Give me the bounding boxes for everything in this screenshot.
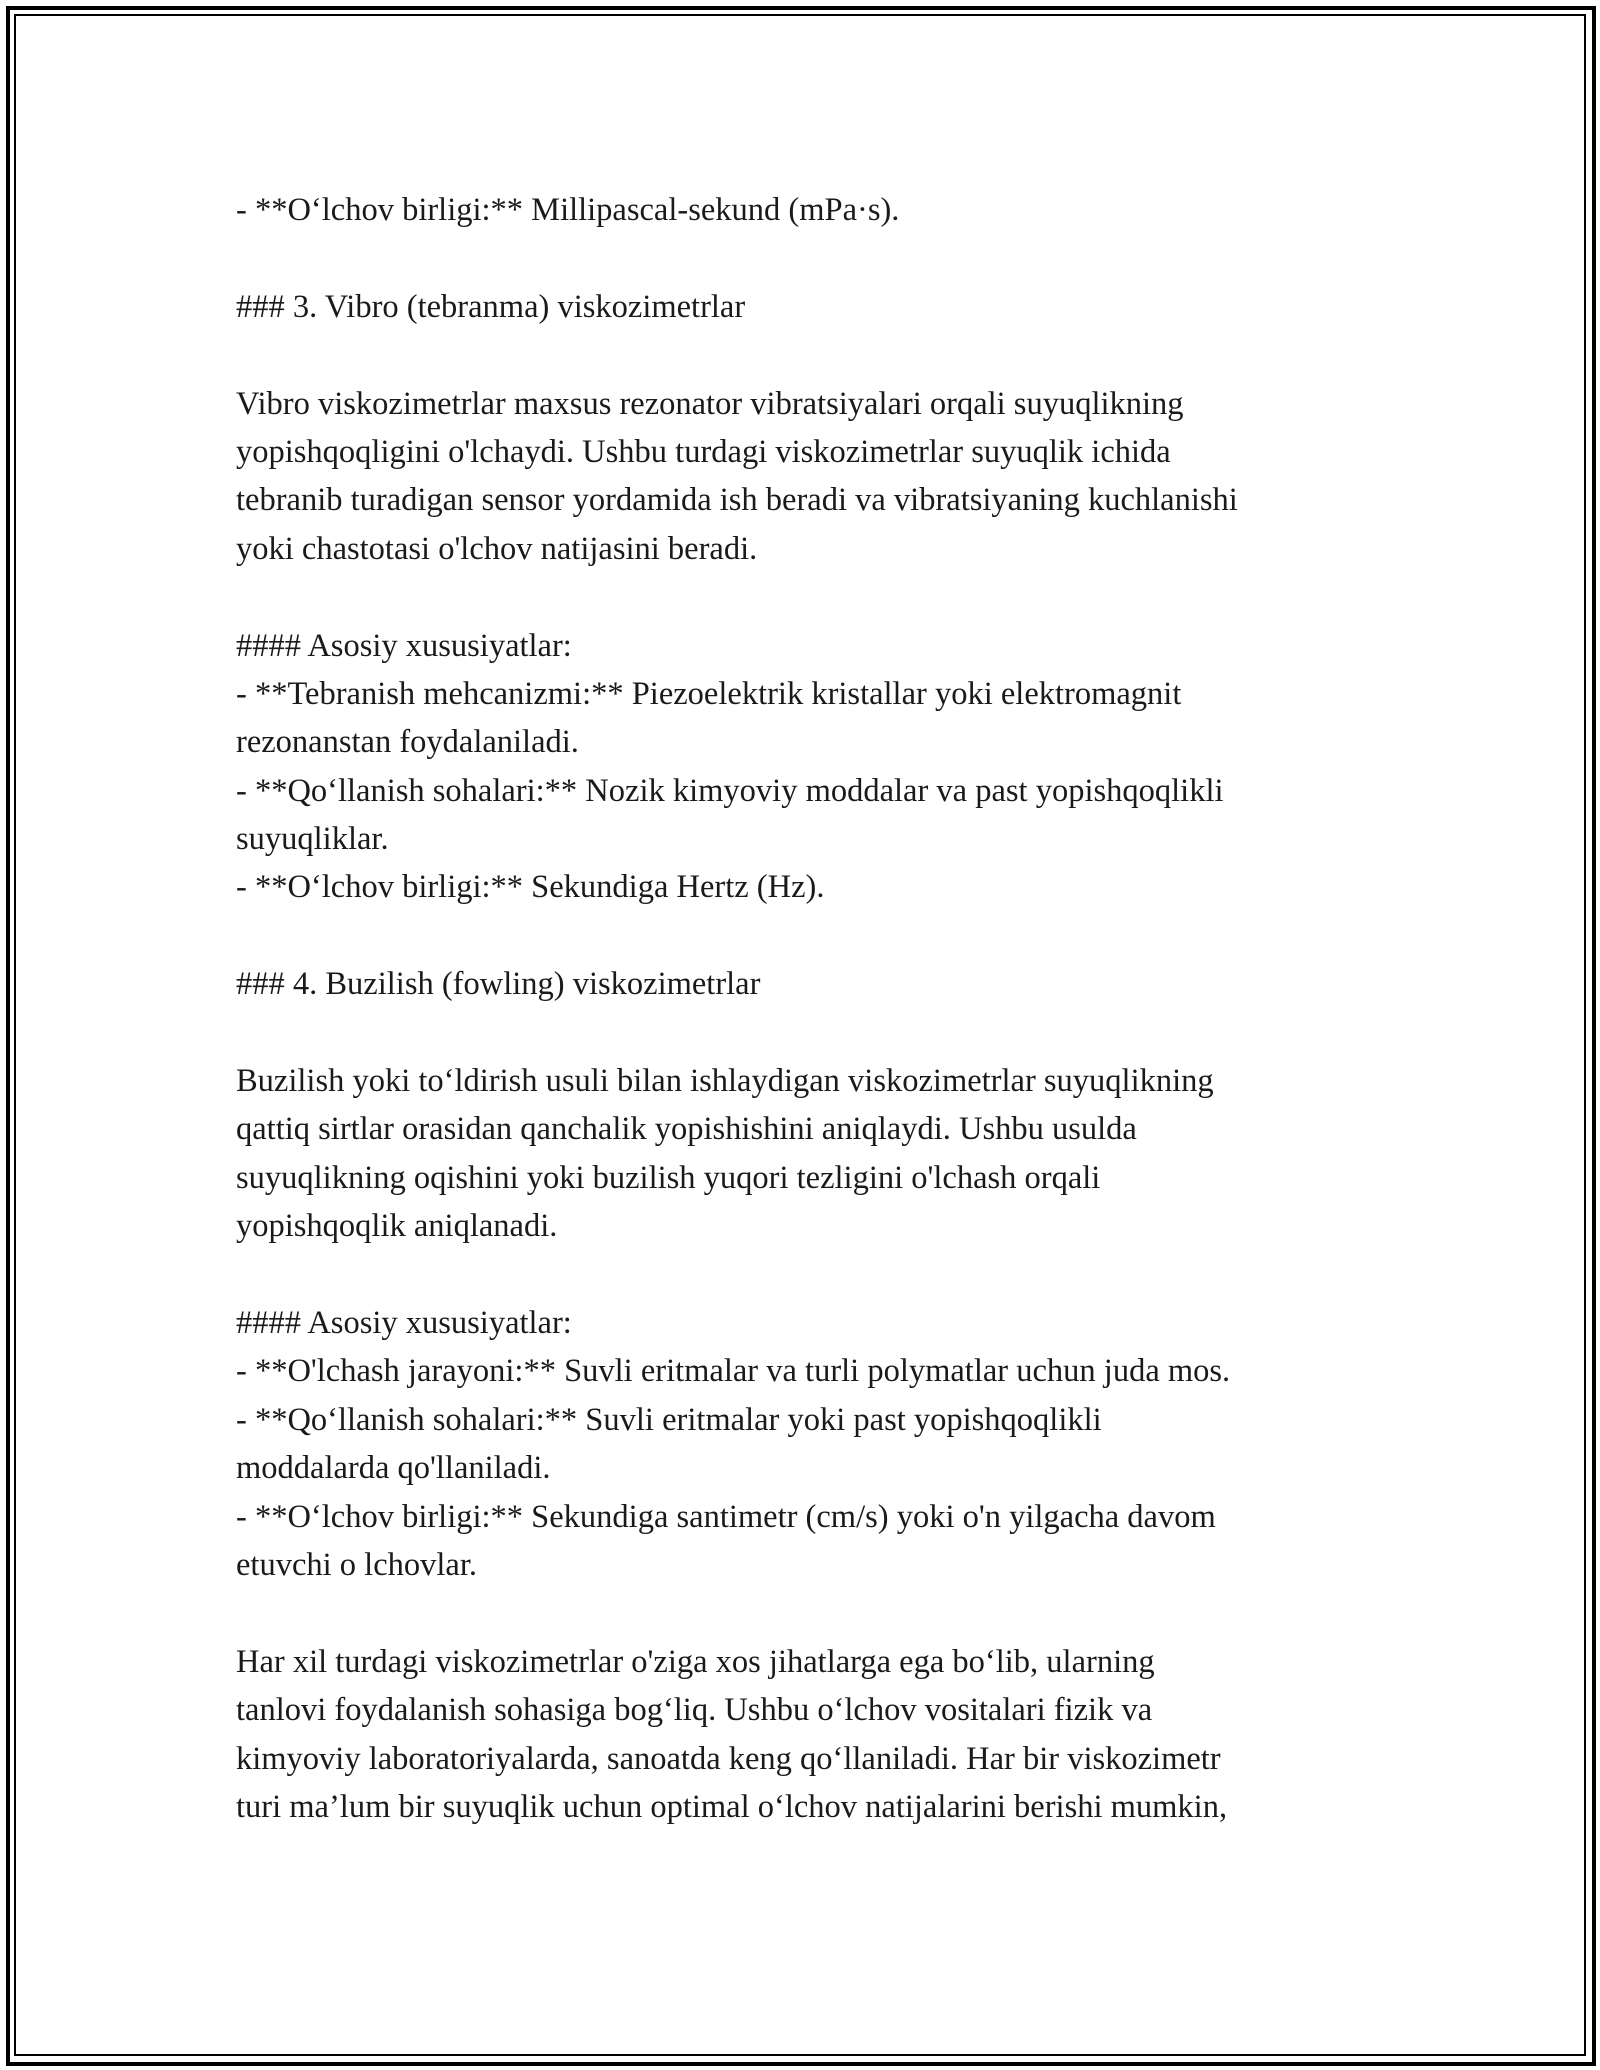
text-line: Vibro viskozimetrlar maxsus rezonator vibratsiyalari orqali suyuqlikning [236, 385, 1184, 422]
text-line: rezonanstan foydalaniladi. [236, 724, 579, 761]
text-line: suyuqlikning oqishini yoki buzilish yuqori tezligini o'lchash orqali [236, 1159, 1101, 1196]
text-line: yopishqoqlik aniqlanadi. [236, 1208, 558, 1245]
text-line: kimyoviy laboratoriyalarda, sanoatda keng qo‘llaniladi. Har bir viskozimetr [236, 1740, 1221, 1777]
blank-line [236, 912, 1416, 960]
text-line: turi ma’lum bir suyuqlik uchun optimal o‘lchov natijalarini berishi mumkin, [236, 1788, 1228, 1825]
subsection-heading: #### Asosiy xususiyatlar: [236, 627, 572, 664]
text-line: suyuqliklar. [236, 821, 389, 858]
text-line: Har xil turdagi viskozimetrlar o'ziga xos jihatlarga ega bo‘lib, ularning [236, 1643, 1155, 1680]
blank-line [236, 1009, 1416, 1057]
subsection-heading: #### Asosiy xususiyatlar: [236, 1304, 572, 1341]
blank-line [236, 573, 1416, 621]
text-line: yoki chastotasi o'lchov natijasini beradi. [236, 530, 758, 567]
section-heading: ### 3. Vibro (tebranma) viskozimetrlar [236, 288, 746, 325]
blank-line [236, 331, 1416, 379]
section-heading: ### 4. Buzilish (fowling) viskozimetrlar [236, 966, 761, 1003]
text-line: tebranib turadigan sensor yordamida ish beradi va vibratsiyaning kuchlanishi [236, 482, 1238, 519]
document-body [236, 186, 1416, 1831]
blank-line [236, 1251, 1416, 1299]
text-line: - **O‘lchov birligi:** Millipascal-sekund (mPa·s). [236, 192, 900, 228]
text-line: yopishqoqligini o'lchaydi. Ushbu turdagi viskozimetrlar suyuqlik ichida [236, 433, 1171, 470]
blank-line [236, 234, 1416, 282]
text-line: tanlovi foydalanish sohasiga bog‘liq. Ushbu o‘lchov vositalari fizik va [236, 1692, 1153, 1729]
list-item: - **Tebranish mehcanizmi:** Piezoelektrik kristallar yoki elektromagnit [236, 675, 1182, 712]
list-item: - **Qo‘llanish sohalari:** Nozik kimyoviy moddalar va past yopishqoqlikli [236, 772, 1224, 809]
list-item: - **O‘lchov birligi:** Sekundiga Hertz (Hz). [236, 869, 825, 906]
text-line: moddalarda qo'llaniladi. [236, 1450, 551, 1487]
list-item: - **O‘lchov birligi:** Sekundiga santimetr (cm/s) yoki o'n yilgacha davom [236, 1498, 1216, 1535]
text-line: qattiq sirtlar orasidan qanchalik yopishishini aniqlaydi. Ushbu usulda [236, 1111, 1137, 1148]
blank-line [236, 1589, 1416, 1637]
text-line: etuvchi o lchovlar. [236, 1546, 477, 1583]
list-item: - **O'lchash jarayoni:** Suvli eritmalar va turli polymatlar uchun juda mos. [236, 1353, 1231, 1390]
list-item: - **Qo‘llanish sohalari:** Suvli eritmalar yoki past yopishqoqlikli [236, 1401, 1102, 1438]
text-line: Buzilish yoki to‘ldirish usuli bilan ishlaydigan viskozimetrlar suyuqlikning [236, 1063, 1214, 1100]
